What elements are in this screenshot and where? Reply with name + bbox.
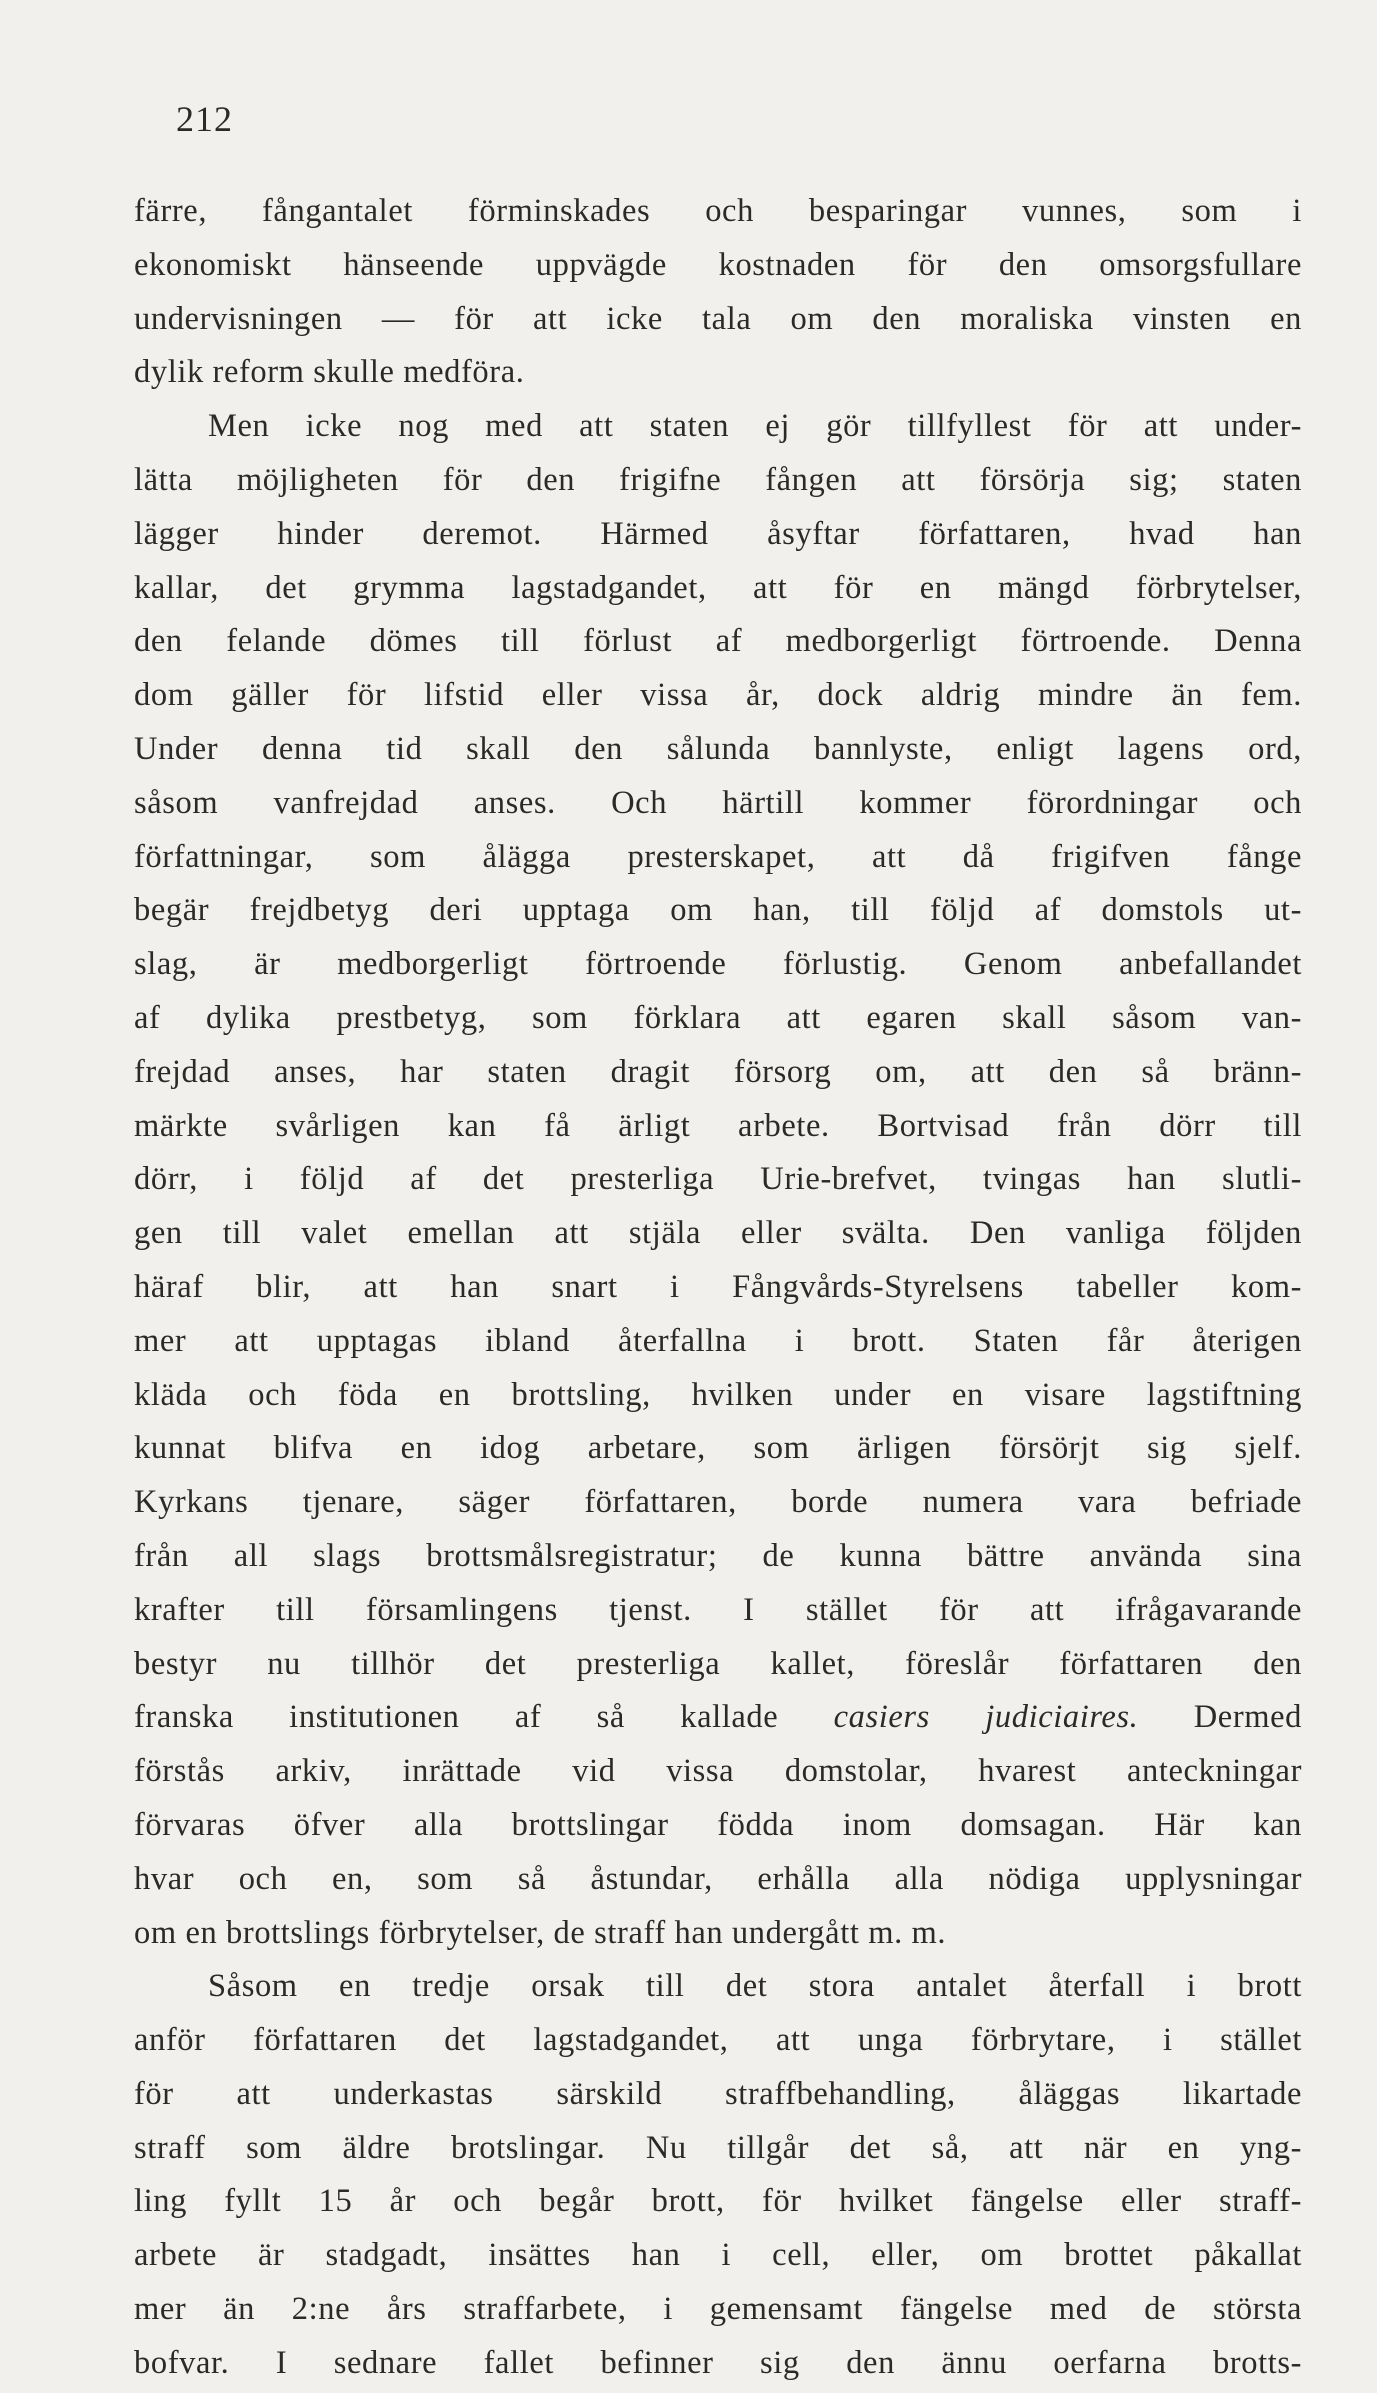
page-number: 212 (176, 99, 233, 139)
body-text (134, 185, 1302, 2391)
text-line: straff som äldre brotslingar. Nu tillgår det så, att när en yng- (134, 2129, 1302, 2166)
text-line: kallar, det grymma lagstadgandet, att för en mängd förbrytelser, (134, 569, 1302, 606)
text-line: lätta möjligheten för den frigifne fången att försörja sig; staten (134, 461, 1302, 498)
text-line: bofvar. I sednare fallet befinner sig den ännu oerfarna brotts- (134, 2344, 1302, 2381)
text-line: dom gäller för lifstid eller vissa år, dock aldrig mindre än fem. (134, 677, 1302, 714)
text-line: färre, fångantalet förminskades och besparingar vunnes, som i (134, 193, 1302, 229)
text-line: från all slags brottsmålsregistratur; de kunna bättre använda sina (134, 1537, 1302, 1574)
text-line: såsom vanfrejdad anses. Och härtill kommer förordningar och (134, 784, 1302, 821)
text-segment: franska institutionen af så kallade (134, 1699, 834, 1736)
text-line: anför författaren det lagstadgandet, att unga förbrytare, i stället (134, 2022, 1302, 2059)
text-line: häraf blir, att han snart i Fångvårds-Styrelsens tabeller kom- (134, 1268, 1302, 1305)
text-line: om en brottslings förbrytelser, de straff han undergått m. m. (134, 1914, 947, 1951)
text-line: ekonomiskt hänseende uppvägde kostnaden för den omsorgsfullare (134, 246, 1302, 283)
text-line: begär frejdbetyg deri upptaga om han, till följd af domstols ut- (134, 892, 1302, 929)
text-line: märkte svårligen kan få ärligt arbete. Bortvisad från dörr till (134, 1107, 1302, 1144)
text-line: Kyrkans tjenare, säger författaren, borde numera vara befriade (134, 1484, 1302, 1521)
text-line: krafter till församlingens tjenst. I stället för att ifrågavarande (134, 1591, 1302, 1628)
text-line: författningar, som ålägga presterskapet, att då frigifven fånge (134, 838, 1302, 875)
text-line: förstås arkiv, inrättade vid vissa domstolar, hvarest anteckningar (134, 1753, 1302, 1790)
text-line: lägger hinder deremot. Härmed åsyftar författaren, hvad han (134, 515, 1302, 552)
text-line: förvaras öfver alla brottslingar födda inom domsagan. Här kan (134, 1806, 1302, 1843)
text-line: Under denna tid skall den sålunda bannlyste, enligt lagens ord, (134, 730, 1302, 767)
text-line: mer att upptagas ibland återfallna i brott. Staten får återigen (134, 1322, 1302, 1359)
text-line: slag, är medborgerligt förtroende förlustig. Genom anbefallandet (134, 946, 1302, 983)
text-line: hvar och en, som så åstundar, erhålla alla nödiga upplysningar (134, 1860, 1302, 1897)
text-line-with-italic (134, 1691, 1302, 1745)
text-line: dörr, i följd af det presterliga Urie-brefvet, tvingas han slutli- (134, 1161, 1302, 1198)
text-line: den felande dömes till förlust af medborgerligt förtroende. Denna (134, 623, 1302, 660)
text-line: kläda och föda en brottsling, hvilken under en visare lagstiftning (134, 1376, 1302, 1413)
text-line: mer än 2:ne års straffarbete, i gemensamt fängelse med de största (134, 2291, 1302, 2328)
text-line: Men icke nog med att staten ej gör tillfyllest för att under- (208, 408, 1302, 445)
text-line: ling fyllt 15 år och begår brott, för hvilket fängelse eller straff- (134, 2183, 1302, 2220)
text-line: arbete är stadgadt, insättes han i cell, eller, om brottet påkallat (134, 2237, 1302, 2274)
text-line: af dylika prestbetyg, som förklara att egaren skall såsom van- (134, 999, 1302, 1036)
text-line: kunnat blifva en idog arbetare, som ärligen försörjt sig sjelf. (134, 1430, 1302, 1467)
italic-phrase: casiers judiciaires. (833, 1699, 1139, 1736)
text-line: frejdad anses, har staten dragit försorg om, att den så bränn- (134, 1053, 1302, 1090)
text-segment: Dermed (1138, 1699, 1302, 1736)
text-line: Såsom en tredje orsak till det stora antalet återfall i brott (208, 1968, 1302, 2005)
text-line: för att underkastas särskild straffbehandling, åläggas likartade (134, 2075, 1302, 2112)
text-line: undervisningen — för att icke tala om den moraliska vinsten en (134, 300, 1302, 337)
text-line: gen till valet emellan att stjäla eller svälta. Den vanliga följden (134, 1215, 1302, 1252)
text-line: dylik reform skulle medföra. (134, 354, 525, 391)
text-line: bestyr nu tillhör det presterliga kallet, föreslår författaren den (134, 1645, 1302, 1682)
